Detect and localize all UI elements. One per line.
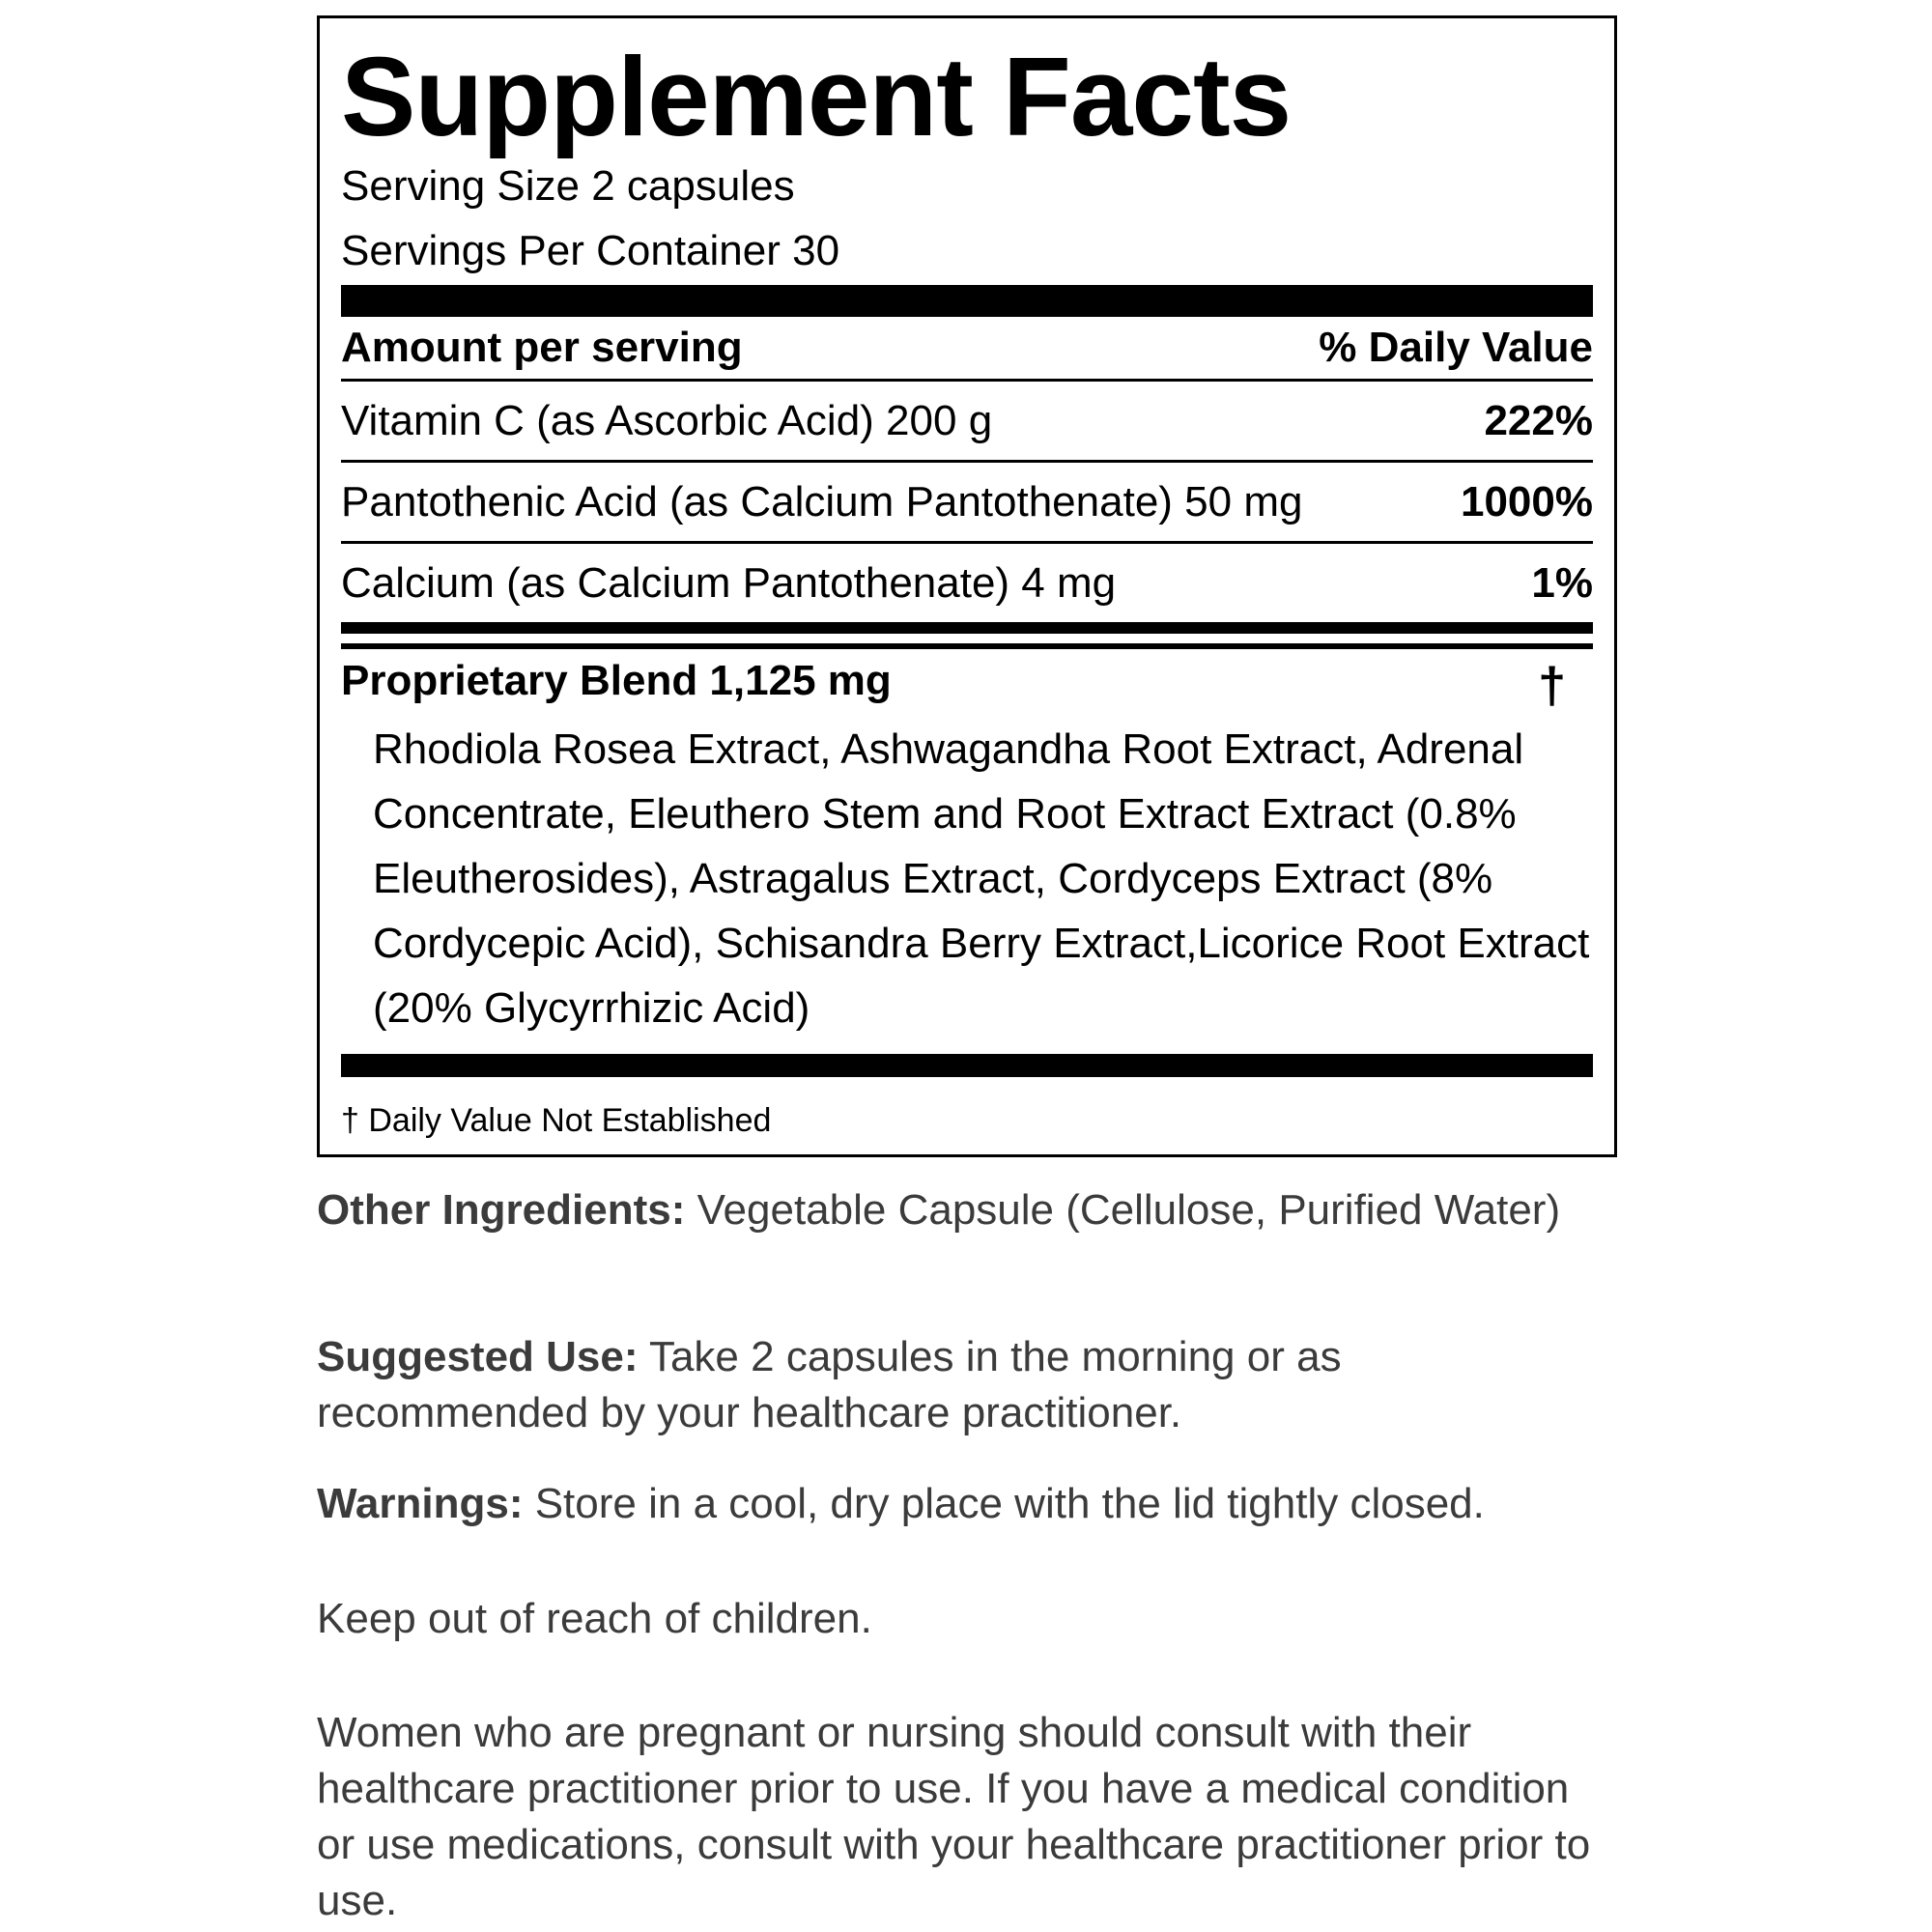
pregnancy-warning: Women who are pregnant or nursing should consult with their healthcare practitioner prior to use. If you have a medical condition or use medications, consult with your healthcare practitioner prior to use.: [317, 1709, 1591, 1924]
warnings: [317, 1476, 1611, 1532]
nutrient-label: Vitamin C (as Ascorbic Acid) 200 g: [341, 396, 993, 444]
column-header-row: [341, 317, 1593, 382]
serving-size: Serving Size 2 capsules: [341, 162, 795, 210]
nutrient-daily-value: 1000%: [1460, 477, 1593, 526]
daily-value-footnote: † Daily Value Not Established: [341, 1102, 772, 1139]
nutrient-row: [341, 382, 1593, 463]
suggested-use: [317, 1329, 1611, 1441]
other-ingredients-label: Other Ingredients:: [317, 1186, 686, 1234]
other-ingredients-text: Vegetable Capsule (Cellulose, Purified Water): [696, 1186, 1561, 1234]
servings-per-container: Servings Per Container 30: [341, 227, 840, 274]
nutrient-label: Pantothenic Acid (as Calcium Pantothenate) 50 mg: [341, 477, 1303, 526]
nutrient-daily-value: 222%: [1484, 396, 1593, 444]
nutrient-daily-value: 1%: [1531, 558, 1593, 607]
panel-title: Supplement Facts: [341, 34, 1292, 159]
blend-ingredients: Rhodiola Rosea Extract, Ashwagandha Root Extract, Adrenal Concentrate, Eleuthero Stem and Root Extract Extract (0.8% Eleutherosides), Astragalus Extract, Cordyceps Extract (8% Cordycepic Acid), Schisandra Berry Extract,Licorice Root Extract (20% Glycyrrhizic Acid): [373, 725, 1590, 1032]
nutrient-row: [341, 463, 1593, 544]
amount-per-serving-header: Amount per serving: [341, 324, 743, 371]
nutrient-row: [341, 544, 1593, 622]
bottom-divider: [341, 1054, 1593, 1077]
keep-out-of-reach: Keep out of reach of children.: [317, 1595, 872, 1642]
thick-divider: [341, 285, 1593, 317]
suggested-use-text: Take 2 capsules in the morning or as recommended by your healthcare practitioner.: [317, 1333, 1342, 1436]
warnings-label: Warnings:: [317, 1480, 524, 1527]
dagger-symbol: †: [1538, 658, 1566, 714]
nutrient-label: Calcium (as Calcium Pantothenate) 4 mg: [341, 558, 1117, 607]
proprietary-blend-row: [341, 649, 1593, 726]
other-ingredients: [317, 1182, 1611, 1238]
warnings-text: Store in a cool, dry place with the lid tightly closed.: [534, 1480, 1485, 1527]
daily-value-header: % Daily Value: [1319, 324, 1593, 371]
proprietary-blend-label: Proprietary Blend 1,125 mg: [341, 657, 892, 704]
supplement-facts-panel: [317, 15, 1617, 1157]
suggested-use-label: Suggested Use:: [317, 1333, 639, 1380]
double-divider: [341, 622, 1593, 649]
